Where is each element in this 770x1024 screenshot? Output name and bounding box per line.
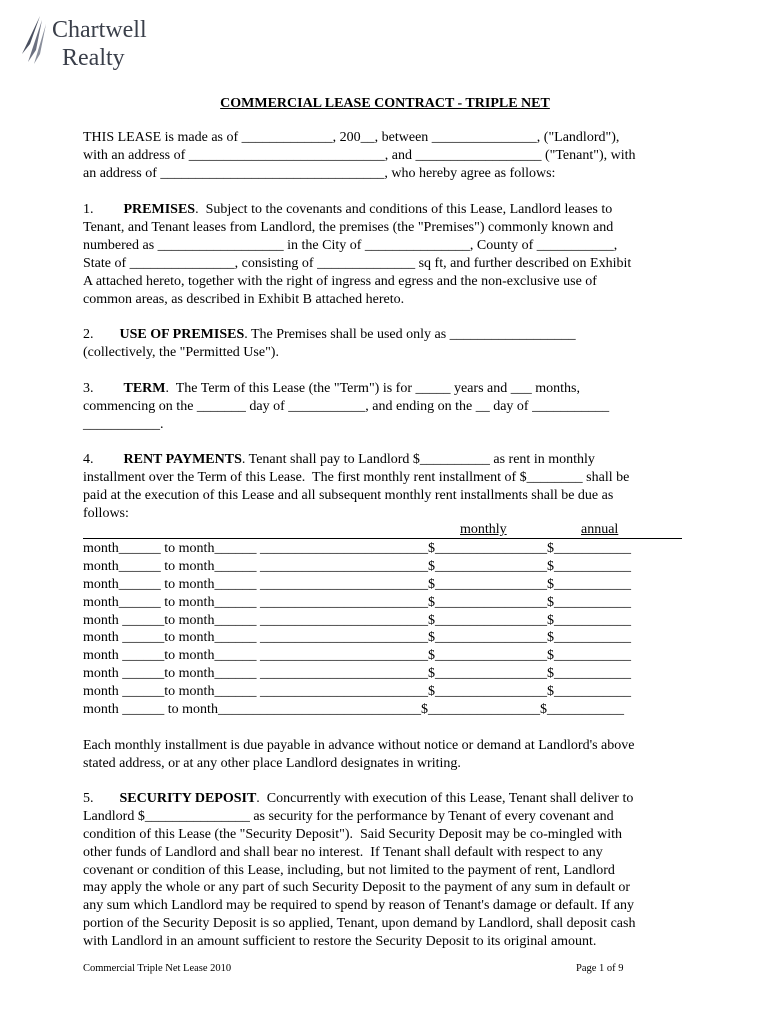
section-heading: TERM (123, 381, 166, 396)
section-text: . The Term of this Lease (the "Term") is for _____ years and ___ months, (165, 381, 580, 396)
section-text: Each monthly installment is due payable in advance without notice or demand at Landlord's above (83, 738, 635, 753)
section-text: with Landlord in an amount sufficient to restore the Security Deposit to its original amount. (83, 934, 597, 949)
section-text: other funds of Landlord and shall bear no interest. If Tenant shall default with respect to any (83, 845, 603, 860)
section-text: . Concurrently with execution of this Lease, Tenant shall deliver to (256, 791, 634, 806)
section-text: Tenant, and Tenant leases from Landlord, the premises (the "Premises") commonly known and (83, 220, 614, 235)
intro-line: with an address of ____________________________, and __________________ ("Tenant"), with (83, 148, 636, 163)
section-text: . Subject to the covenants and conditions of this Lease, Landlord leases to (195, 202, 613, 217)
section-heading: USE OF PREMISES (119, 327, 245, 342)
section-deposit (83, 790, 633, 808)
footer-title: Commercial Triple Net Lease 2010 (83, 963, 232, 974)
schedule-row: month______ to month______ ________________________$________________$___________ (83, 577, 631, 592)
section-text: Landlord $_______________ as security for the performance by Tenant of every covenant and (83, 809, 614, 824)
logo-line-2: Realty (62, 45, 125, 71)
logo-line-1: Chartwell (52, 17, 147, 43)
schedule-header-rule (83, 538, 682, 539)
section-text: A attached hereto, together with the right of ingress and egress and the non-exclusive use of (83, 274, 597, 289)
company-logo (16, 14, 156, 74)
schedule-row: month ______ to month_____________________________$________________$___________ (83, 702, 624, 717)
section-text: ___________. (83, 417, 164, 432)
section-number: 2. (83, 327, 94, 342)
section-text: commencing on the _______ day of ___________, and ending on the __ day of ___________ (83, 399, 610, 414)
section-number: 5. (83, 791, 94, 806)
section-text: condition of this Lease (the "Security Deposit"). Said Security Deposit may be co-mingled with (83, 827, 623, 842)
section-number: 3. (83, 381, 94, 396)
section-premises (83, 201, 612, 219)
schedule-row: month ______to month______ ________________________$________________$___________ (83, 648, 631, 663)
schedule-row: month______ to month______ ________________________$________________$___________ (83, 541, 631, 556)
intro-line: an address of ________________________________, who hereby agree as follows: (83, 166, 556, 181)
section-number: 4. (83, 452, 94, 467)
section-text: portion of the Security Deposit is so applied, Tenant, upon demand by Landlord, shall deposit cash (83, 916, 636, 931)
section-heading: SECURITY DEPOSIT (119, 791, 257, 806)
section-text: stated address, or at any other place Landlord designates in writing. (83, 756, 461, 771)
section-text: installment over the Term of this Lease. The first monthly rent installment of $________ shall be (83, 470, 630, 485)
schedule-row: month______ to month______ ________________________$________________$___________ (83, 595, 631, 610)
section-text: . The Premises shall be used only as __________________ (244, 327, 576, 342)
logo-mark-icon (16, 14, 56, 66)
section-text: numbered as __________________ in the City of _______________, County of ___________, (83, 238, 618, 253)
schedule-row: month ______to month______ ________________________$________________$___________ (83, 613, 631, 628)
section-text: State of _______________, consisting of ______________ sq ft, and further described on Exhibit (83, 256, 632, 271)
section-text: . Tenant shall pay to Landlord $__________ as rent in monthly (241, 452, 595, 467)
schedule-row: month______ to month______ ________________________$________________$___________ (83, 559, 631, 574)
section-heading: PREMISES (123, 202, 196, 217)
intro-line: THIS LEASE is made as of _____________, 200__, between _______________, ("Landlord"), (83, 130, 620, 145)
section-term (83, 380, 580, 398)
footer-page-number: Page 1 of 9 (576, 963, 624, 974)
section-heading: RENT PAYMENTS (123, 452, 242, 467)
section-text: any sum which Landlord may be required to spend by reason of Tenant's damage or default. If any (83, 898, 635, 913)
section-text: may apply the whole or any part of such Security Deposit to the payment of any sum in default or (83, 880, 631, 895)
schedule-row: month ______to month______ ________________________$________________$___________ (83, 666, 631, 681)
column-monthly: monthly (460, 522, 507, 537)
section-text: covenant or condition of this Lease, including, but not limited to the payment of rent, Landlord (83, 863, 615, 878)
section-text: (collectively, the "Permitted Use"). (83, 345, 279, 360)
section-number: 1. (83, 202, 94, 217)
section-use (83, 326, 576, 344)
section-text: paid at the execution of this Lease and all subsequent monthly rent installments shall be due as (83, 488, 614, 503)
section-text: common areas, as described in Exhibit B attached hereto. (83, 292, 405, 307)
schedule-row: month ______to month______ ________________________$________________$___________ (83, 684, 631, 699)
column-annual: annual (581, 522, 619, 537)
section-rent (83, 451, 595, 469)
section-text: follows: (83, 506, 129, 521)
document-title: COMMERCIAL LEASE CONTRACT - TRIPLE NET (220, 96, 550, 111)
schedule-row: month ______to month______ ________________________$________________$___________ (83, 630, 631, 645)
